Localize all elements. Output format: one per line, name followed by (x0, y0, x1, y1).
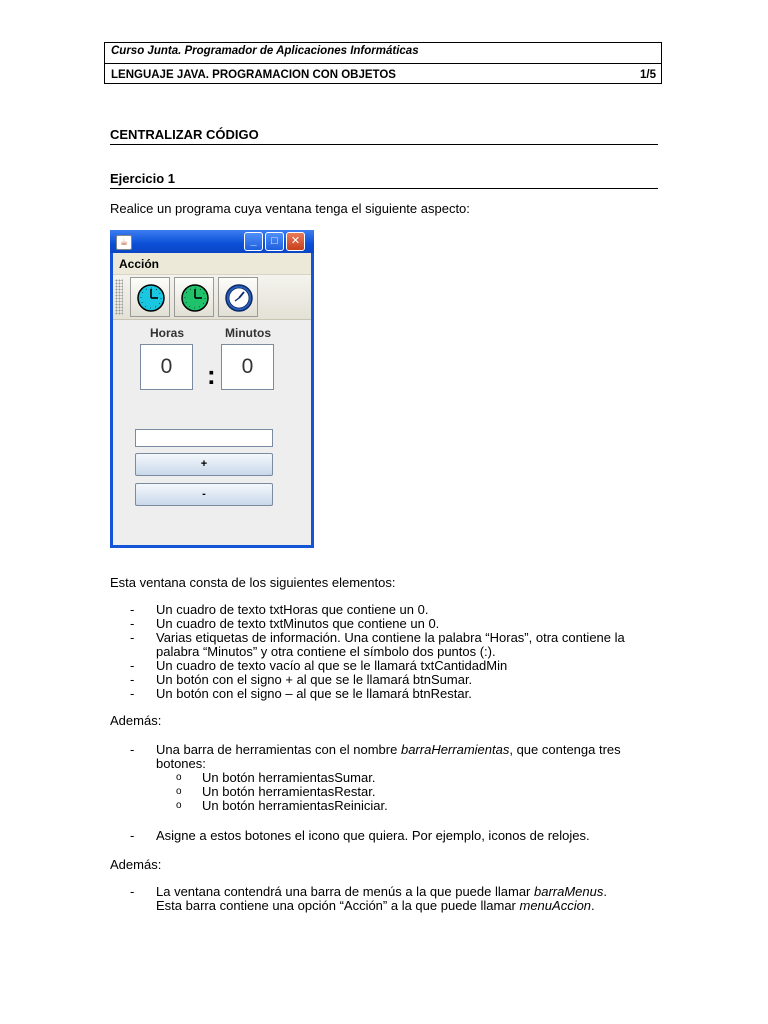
sub-list (156, 771, 630, 813)
sub-list-item: o Un botón herramientasReiniciar. (176, 798, 388, 813)
exercise-title: Ejercicio 1 (110, 171, 658, 189)
subtract-button[interactable]: - (135, 483, 273, 506)
section-title: CENTRALIZAR CÓDIGO (110, 127, 658, 145)
icons-list (130, 829, 630, 843)
list-item: - La ventana contendrá una barra de menús a la que puede llamar barraMenus. Esta barra contiene una opción “Acción” a la que puede llamar menuAccion. (130, 884, 607, 913)
ademas-2: Además: (110, 857, 162, 872)
sub-list-item: o Un botón herramientasSumar. (176, 770, 376, 785)
course-title: Curso Junta. Programador de Aplicaciones Informáticas (111, 45, 419, 57)
content-panel (113, 320, 311, 545)
menu-list (130, 885, 630, 913)
sub-list-item: o Un botón herramientasRestar. (176, 784, 376, 799)
java-window (110, 230, 314, 548)
document-header (104, 42, 662, 84)
toolbar-sub-button[interactable] (174, 277, 214, 317)
label-horas: Horas (150, 326, 185, 340)
list-item: - Un cuadro de texto vacío al que se le llamará txtCantidadMin (130, 658, 508, 673)
toolbar-reset-button[interactable] (218, 277, 258, 317)
intro-text: Realice un programa cuya ventana tenga el siguiente aspecto: (110, 201, 470, 216)
toolbar-list (130, 743, 630, 813)
menu-bar (113, 253, 311, 275)
list-item: - Un botón con el signo + al que se le llamará btnSumar. (130, 672, 473, 687)
toolbar-add-button[interactable] (130, 277, 170, 317)
subject-title: LENGUAJE JAVA. PROGRAMACION CON OBJETOS (111, 69, 396, 81)
add-button[interactable]: + (135, 453, 273, 476)
hours-input[interactable]: 0 (140, 344, 193, 390)
window-titlebar[interactable] (110, 230, 314, 253)
list-item: - Un botón con el signo – al que se le llamará btnRestar. (130, 686, 472, 701)
header-divider (105, 63, 661, 64)
list-item: - Un cuadro de texto txtMinutos que contiene un 0. (130, 616, 440, 631)
minimize-button[interactable]: _ (244, 232, 263, 251)
clock-green-icon (180, 283, 210, 313)
amount-input[interactable] (135, 429, 273, 447)
page-number: 1/5 (640, 69, 656, 81)
clock-blue-icon (224, 283, 254, 313)
elements-intro: Esta ventana consta de los siguientes elementos: (110, 575, 396, 590)
label-minutos: Minutos (225, 326, 271, 340)
elements-list (130, 603, 630, 701)
menu-accion[interactable]: Acción (119, 257, 160, 271)
toolbar-grip[interactable] (115, 279, 123, 315)
list-item: - Varias etiquetas de información. Una contiene la palabra “Horas”, otra contiene la palabra “Minutos” y otra contiene el símbolo dos puntos (:). (130, 630, 625, 659)
close-button[interactable]: ✕ (286, 232, 305, 251)
ademas-1: Además: (110, 713, 162, 728)
list-item: - Una barra de herramientas con el nombre barraHerramientas, que contenga tres botones: o Un botón herramientasSumar. o Un botón herramientasRestar. o Un botón herramientasReiniciar. (130, 743, 630, 813)
list-item: - Asigne a estos botones el icono que quiera. Por ejemplo, iconos de relojes. (130, 828, 590, 843)
clock-cyan-icon (136, 283, 166, 313)
toolbar (113, 275, 311, 320)
list-item: - Un cuadro de texto txtHoras que contiene un 0. (130, 602, 429, 617)
java-cup-icon: ☕ (116, 235, 132, 250)
minutes-input[interactable]: 0 (221, 344, 274, 390)
maximize-button[interactable]: □ (265, 232, 284, 251)
colon-label: : (207, 360, 216, 390)
